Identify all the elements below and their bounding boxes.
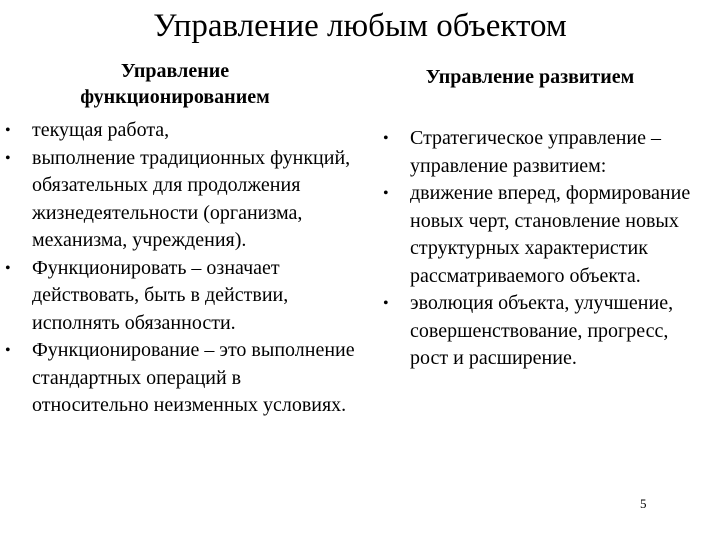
bullet-icon: • bbox=[5, 342, 11, 359]
bullet-icon: • bbox=[383, 185, 389, 202]
bullet-icon: • bbox=[5, 259, 11, 277]
bullet-icon: • bbox=[383, 295, 389, 312]
left-bullet-list bbox=[2, 117, 362, 420]
list-item: • Функционирование – это выполнение стандартных операций в относительно неизменных условиях. bbox=[5, 339, 355, 416]
list-item: • движение вперед, формирование новых черт, становление новых структурных характеристик рассматриваемого объекта. bbox=[383, 182, 691, 287]
list-item: • текущая работа, bbox=[2, 117, 362, 145]
page-number: 5 bbox=[640, 496, 647, 511]
left-column-heading bbox=[30, 58, 320, 110]
list-item: • выполнение традиционных функций, обязательных для продолжения жизнедеятельности (организма, механизма, учреждения). bbox=[5, 146, 351, 251]
bullet-icon: • bbox=[383, 130, 389, 147]
list-item: • Функционировать – означает действовать, быть в действии, исполнять обязанности. bbox=[5, 256, 289, 334]
right-column-heading: Управление развитием bbox=[425, 66, 635, 88]
list-item: • эволюция объекта, улучшение, совершенствование, прогресс, рост и расширение. bbox=[383, 292, 674, 369]
slide-title: Управление любым объектом bbox=[153, 8, 567, 44]
left-heading-line1: Управление bbox=[120, 60, 230, 82]
list-item: • Стратегическое управление – управление развитием: bbox=[383, 127, 661, 177]
left-heading-line2: функционированием bbox=[80, 86, 270, 108]
bullet-icon: • bbox=[5, 122, 11, 139]
bullet-icon: • bbox=[5, 149, 11, 167]
right-bullet-list bbox=[380, 125, 710, 373]
